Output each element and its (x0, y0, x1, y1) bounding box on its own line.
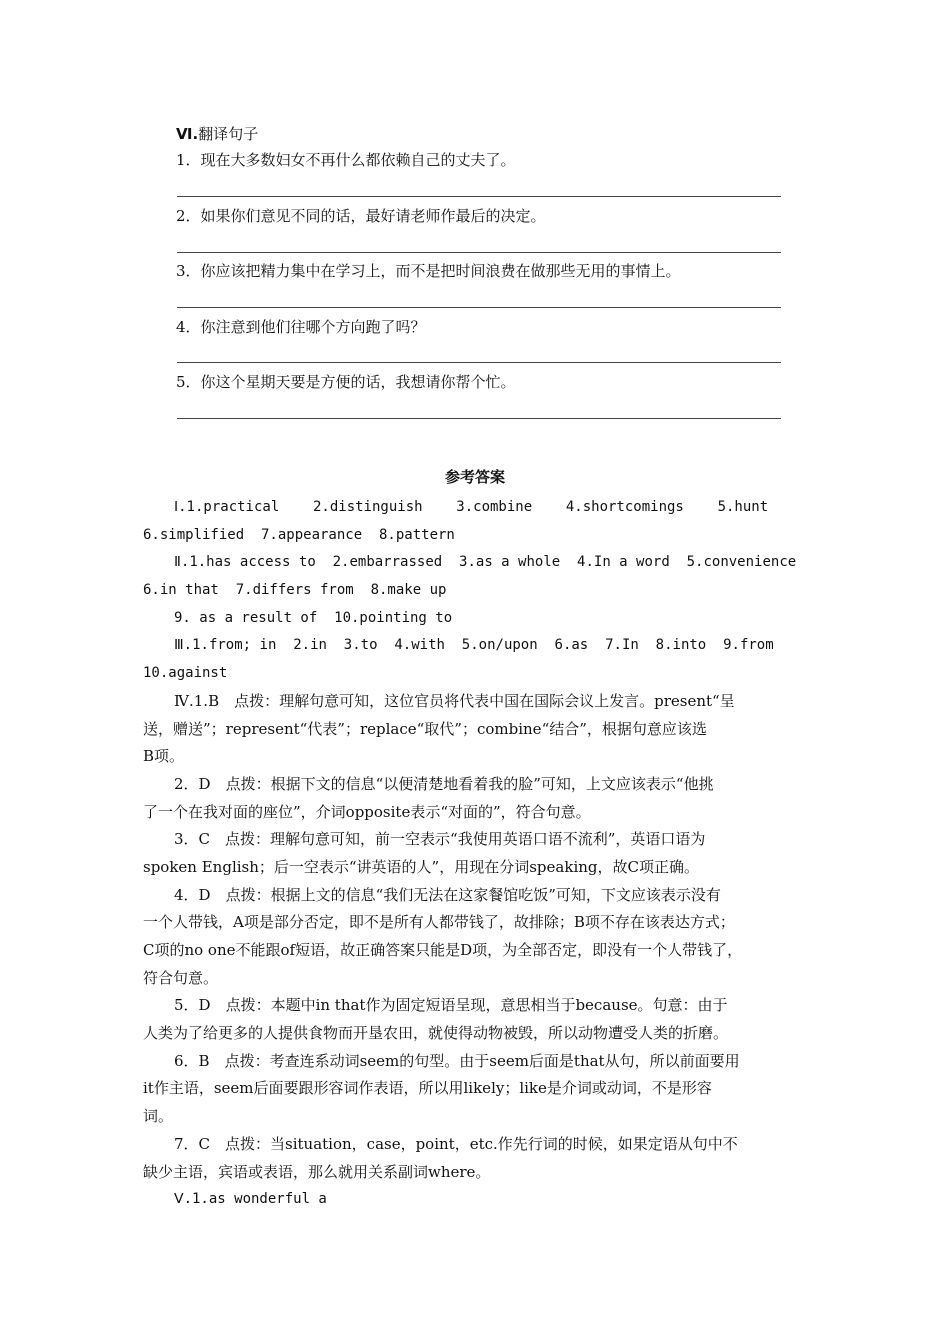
answer-line: 7．C 点拨：当situation，case，point，etc.作先行词的时候，如果定语从句中不 (174, 1134, 738, 1153)
question-4: 4．你注意到他们往哪个方向跑了吗？ (176, 318, 426, 336)
answer-line: 2．D 点拨：根据下文的信息“以便清楚地看着我的脸”可知，上文应该表示“他挑 (174, 774, 714, 793)
answer-line: Ⅲ.1.from; in 2.in 3.to 4.with 5.on/upon 6.as 7.In 8.into 9.from (174, 637, 774, 654)
answer-line: 送，赠送”；represent“代表”；replace“取代”；combine“结合”，根据句意应该选 (143, 719, 707, 738)
question-2: 2．如果你们意见不同的话，最好请老师作最后的决定。 (176, 207, 546, 225)
question-1: 1．现在大多数妇女不再什么都依赖自己的丈夫了。 (176, 151, 516, 169)
section-title: 翻译句子 (198, 125, 259, 143)
answers-title: 参考答案 (444, 468, 505, 486)
answer-line: 人类为了给更多的人提供食物而开垦农田，就使得动物被毁，所以动物遭受人类的折磨。 (143, 1024, 729, 1043)
answer-line: it作主语，seem后面要跟形容词作表语，所以用likely；like是介词或动词，不是形容 (143, 1079, 712, 1098)
answer-line: 6.in that 7.differs from 8.make up (143, 582, 447, 599)
answer-line: Ⅳ.1.B 点拨：理解句意可知，这位官员将代表中国在国际会议上发言。present“呈 (174, 691, 735, 710)
answer-line: 3．C 点拨：理解句意可知，前一空表示“我使用英语口语不流利”，英语口语为 (174, 830, 706, 849)
answer-line: 符合句意。 (143, 968, 219, 987)
answer-line-4[interactable] (177, 362, 781, 363)
answer-line: 5．D 点拨：本题中in that作为固定短语呈现，意思相当于because。句意：由于 (174, 996, 728, 1015)
answer-line: 10.against (143, 665, 228, 682)
answer-line: 一个人带钱，A项是部分否定，即不是所有人都带钱了，故排除；B项不存在该表达方式； (143, 913, 735, 932)
answer-line: Ⅰ.1.practical 2.distinguish 3.combine 4.shortcomings 5.hunt (174, 499, 769, 515)
answer-key (143, 494, 813, 1214)
answer-line-3[interactable] (177, 307, 781, 308)
section-number: Ⅵ. (176, 125, 199, 143)
answer-line-2[interactable] (177, 252, 781, 253)
answer-line-1[interactable] (177, 196, 781, 197)
section-heading (176, 123, 258, 145)
answer-line: Ⅴ.1.as wonderful a (174, 1191, 327, 1208)
question-5: 5．你这个星期天要是方便的话，我想请你帮个忙。 (176, 373, 516, 391)
answer-line: C项的no one不能跟of短语，故正确答案只能是D项，为全部否定，即没有一个人带钱了， (143, 941, 743, 959)
answer-line-5[interactable] (177, 418, 781, 419)
answer-line: 4．D 点拨：根据上文的信息“我们无法在这家餐馆吃饭”可知，下文应该表示没有 (174, 885, 721, 904)
answer-line: spoken English；后一空表示“讲英语的人”，用现在分词speaking，故C项正确。 (143, 857, 699, 876)
question-3: 3．你应该把精力集中在学习上，而不是把时间浪费在做那些无用的事情上。 (176, 262, 681, 280)
answer-line: 缺少主语，宾语或表语，那么就用关系副词where。 (143, 1162, 491, 1181)
answer-line: B项。 (143, 747, 185, 766)
answer-line: Ⅱ.1.has access to 2.embarrassed 3.as a whole 4.In a word 5.convenience (174, 554, 797, 571)
answer-line: 6.simplified 7.appearance 8.pattern (143, 526, 455, 543)
answer-line: 词。 (143, 1107, 174, 1126)
answer-line: 9. as a result of 10.pointing to (174, 609, 453, 626)
answer-line: 6．B 点拨：考查连系动词seem的句型。由于seem后面是that从句，所以前面要用 (174, 1051, 740, 1070)
answer-line: 了一个在我对面的座位”，介词opposite表示“对面的”，符合句意。 (143, 802, 591, 821)
